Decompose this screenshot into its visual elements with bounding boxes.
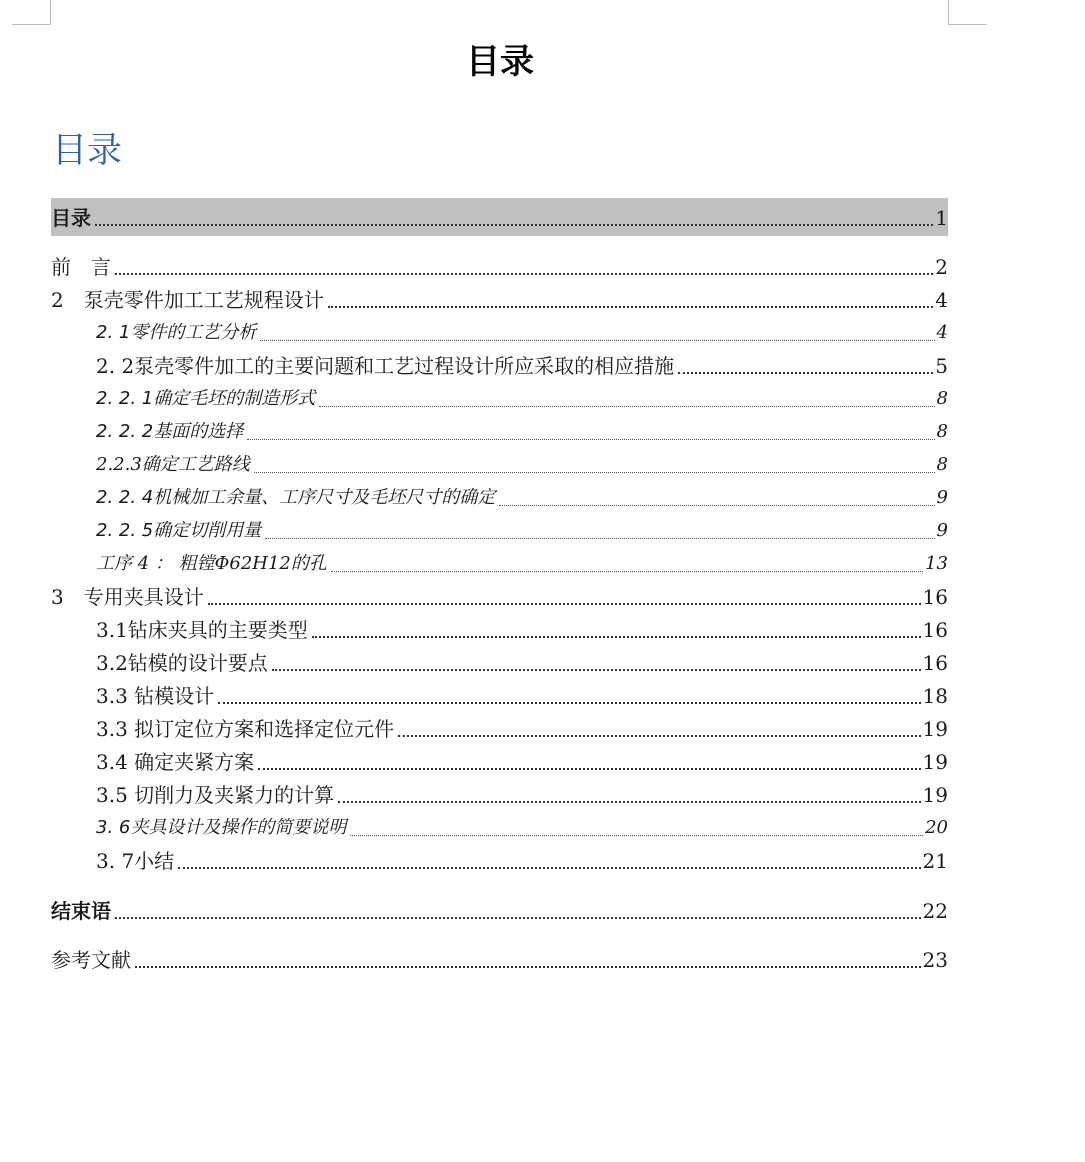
toc-dot-leader <box>260 339 934 341</box>
toc-entry-page-number: 19 <box>922 717 948 741</box>
page-title: 目录 <box>466 42 534 82</box>
toc-entry-page-number: 19 <box>922 783 948 807</box>
toc-entry-label: 2. 2. 4机械加工余量、工序尺寸及毛坯尺寸的确定 <box>96 487 496 508</box>
toc-entry[interactable] <box>51 811 948 844</box>
toc-dot-leader <box>115 916 921 919</box>
toc-entry-label: 2.2.3确定工艺路线 <box>96 454 250 475</box>
toc-entry-page-number: 9 <box>936 520 948 541</box>
toc-entry-label: 2. 2. 2基面的选择 <box>96 421 244 442</box>
toc-dot-leader <box>678 371 933 374</box>
toc-dot-leader <box>247 438 934 440</box>
toc-entry-label: 3. 7小结 <box>96 849 175 873</box>
toc-entry[interactable] <box>51 382 948 415</box>
toc-dot-leader <box>272 668 921 671</box>
toc-entry[interactable] <box>51 316 948 349</box>
toc-entry[interactable] <box>51 448 948 481</box>
toc-entry[interactable] <box>51 679 948 712</box>
toc-entry-page-number: 8 <box>936 388 948 409</box>
toc-heading: 目录 <box>52 131 123 171</box>
toc-entry-page-number: 16 <box>922 618 948 642</box>
toc-dot-leader <box>218 701 920 704</box>
toc-dot-leader <box>115 272 933 275</box>
toc-dot-leader <box>208 602 921 605</box>
toc-entry-label: 3 专用夹具设计 <box>51 585 204 609</box>
toc-entry-label: 3.5 切削力及夹紧力的计算 <box>96 783 335 807</box>
toc-dot-leader <box>312 635 921 638</box>
toc-entry[interactable] <box>51 745 948 778</box>
page-corner-mark-left <box>12 0 51 25</box>
toc-dot-leader <box>338 800 920 803</box>
toc-dot-leader <box>319 405 934 407</box>
toc-entry-label: 结束语 <box>51 899 111 923</box>
toc-entry-page-number: 2 <box>935 255 948 279</box>
toc-dot-leader <box>350 834 923 836</box>
toc-dot-leader <box>258 767 920 770</box>
toc-entry[interactable] <box>51 943 948 976</box>
toc-entry[interactable] <box>51 844 948 877</box>
toc-entry-page-number: 18 <box>922 684 948 708</box>
toc-entry[interactable] <box>51 415 948 448</box>
toc-entry-label: 2. 2. 1确定毛坯的制造形式 <box>96 388 316 409</box>
toc-entry[interactable] <box>51 547 948 580</box>
toc-entry-page-number: 20 <box>925 817 948 838</box>
toc-entry-label: 前 言 <box>51 255 111 279</box>
toc-entry-label: 2. 2泵壳零件加工的主要问题和工艺过程设计所应采取的相应措施 <box>96 354 675 378</box>
toc-entry-label: 2. 1零件的工艺分析 <box>96 322 257 343</box>
toc-entry-page-number: 5 <box>935 354 948 378</box>
toc-entry-label: 工序 4 ： 粗镗Φ62H12的孔 <box>96 553 327 574</box>
toc-entry-page-number: 23 <box>922 948 948 972</box>
toc-entry[interactable] <box>51 514 948 547</box>
page-corner-mark-right <box>948 0 987 25</box>
toc-entry-page-number: 4 <box>936 322 948 343</box>
toc-dot-leader <box>254 471 935 473</box>
toc-dot-leader <box>331 570 923 572</box>
toc-dot-leader <box>178 866 920 869</box>
toc-entry-page-number: 19 <box>922 750 948 774</box>
toc-entry-label: 3.4 确定夹紧方案 <box>96 750 255 774</box>
toc-entry[interactable] <box>51 198 948 236</box>
toc-dot-leader <box>398 734 920 737</box>
toc-entry-page-number: 8 <box>936 421 948 442</box>
toc-entry-page-number: 13 <box>925 553 948 574</box>
toc-entry-page-number: 21 <box>922 849 948 873</box>
toc-entry[interactable] <box>51 646 948 679</box>
toc-entry[interactable] <box>51 580 948 613</box>
toc-entry[interactable] <box>51 894 948 927</box>
toc-entry[interactable] <box>51 613 948 646</box>
toc-entry-page-number: 16 <box>922 585 948 609</box>
toc-entry-label: 参考文献 <box>51 948 131 972</box>
toc-dot-leader <box>499 504 934 506</box>
toc-entry[interactable] <box>51 481 948 514</box>
toc-dot-leader <box>265 537 934 539</box>
toc-entry-page-number: 16 <box>922 651 948 675</box>
toc-entry-label: 3. 6夹具设计及操作的简要说明 <box>96 817 347 838</box>
toc-entry-label: 2. 2. 5确定切削用量 <box>96 520 262 541</box>
toc-entry-page-number: 9 <box>936 487 948 508</box>
toc-entry-label: 3.3 拟订定位方案和选择定位元件 <box>96 717 395 741</box>
toc-entry-page-number: 8 <box>936 454 948 475</box>
toc-entry-page-number: 22 <box>922 899 948 923</box>
toc-entry-page-number: 4 <box>935 288 948 312</box>
toc-dot-leader <box>135 965 921 968</box>
toc-entry[interactable] <box>51 283 948 316</box>
toc-entry-label: 3.2钻模的设计要点 <box>96 651 268 675</box>
toc-entry[interactable] <box>51 349 948 382</box>
toc-dot-leader <box>95 223 933 226</box>
toc-entry-label: 3.3 钻模设计 <box>96 684 215 708</box>
toc-entry-label: 3.1钻床夹具的主要类型 <box>96 618 308 642</box>
toc-entry[interactable] <box>51 778 948 811</box>
toc-entry[interactable] <box>51 712 948 745</box>
toc-entry[interactable] <box>51 250 948 283</box>
toc-entry-label: 2 泵壳零件加工工艺规程设计 <box>51 288 324 312</box>
toc-entry-label: 目录 <box>51 206 91 230</box>
toc-dot-leader <box>328 305 934 308</box>
toc-entry-page-number: 1 <box>935 206 948 230</box>
